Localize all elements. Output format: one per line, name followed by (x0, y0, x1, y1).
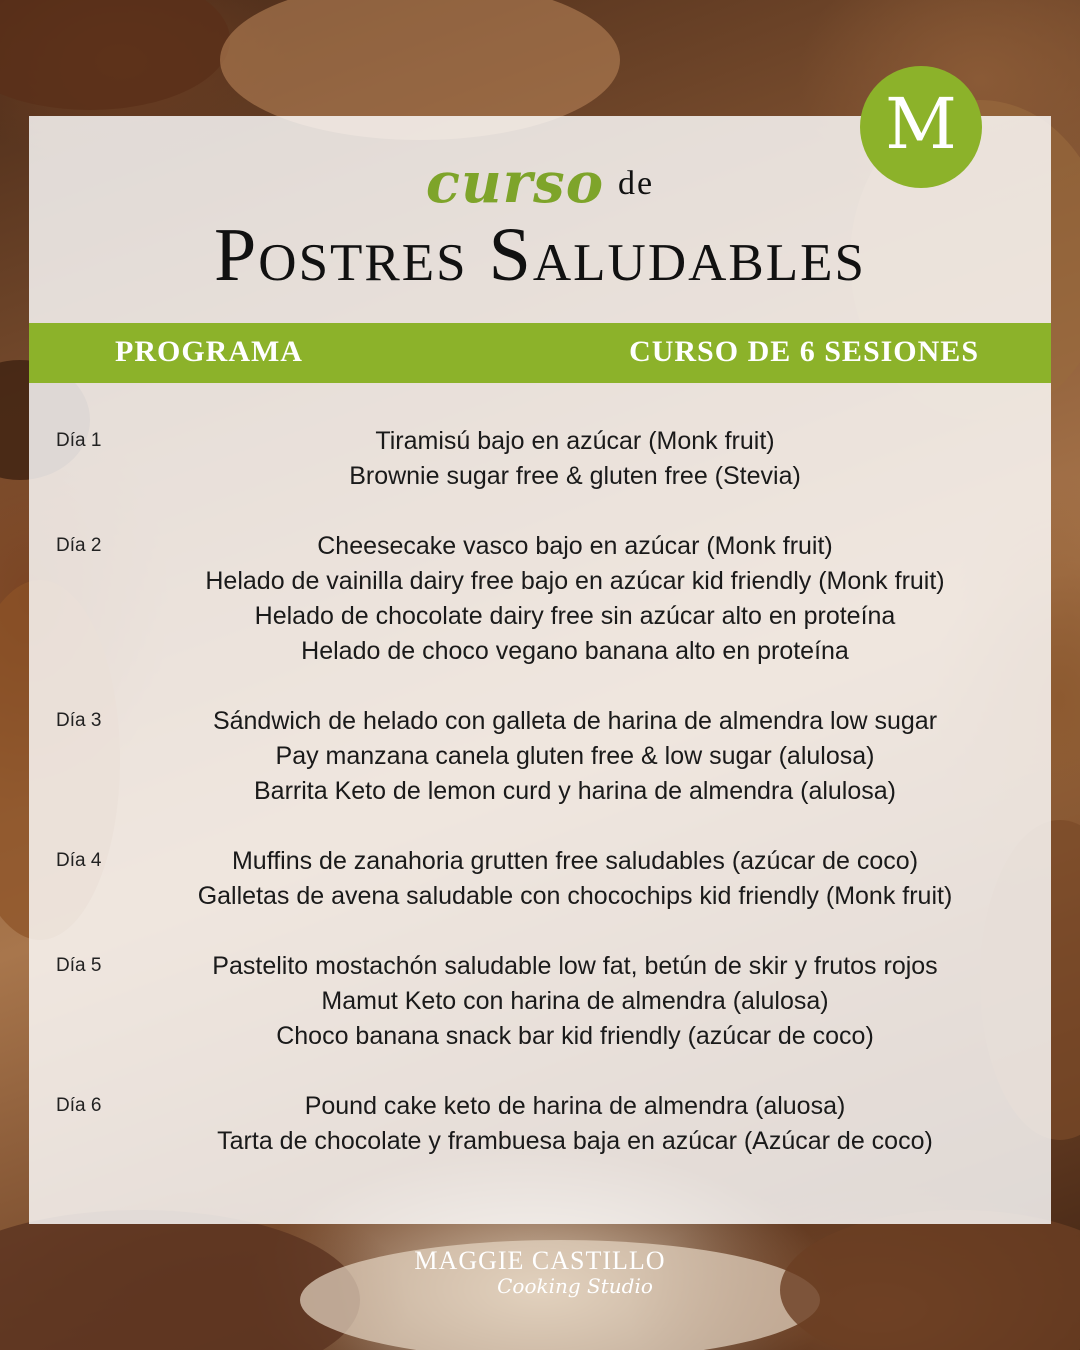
title-line-1 (0, 150, 1080, 216)
recipe-item: Barrita Keto de lemon curd y harina de almendra (alulosa) (253, 777, 896, 805)
recipe-item: Helado de vainilla dairy free bajo en azúcar kid friendly (Monk fruit) (205, 567, 945, 595)
page-title: Postres Saludables (214, 213, 866, 297)
recipe-item: Pay manzana canela gluten free & low sugar (alulosa) (275, 742, 875, 770)
recipe-item: Brownie sugar free & gluten free (Stevia) (349, 462, 801, 490)
recipe-item: Muffins de zanahoria grutten free saludables (azúcar de coco) (231, 847, 919, 875)
recipe-item: Tiramisú bajo en azúcar (Monk fruit) (375, 427, 775, 455)
band-sessions-label: CURSO DE 6 SESIONES (629, 335, 979, 368)
recipe-item: Cheesecake vasco bajo en azúcar (Monk fruit) (317, 532, 833, 560)
recipe-item: Helado de chocolate dairy free sin azúcar alto en proteína (254, 602, 896, 630)
day-block-4 (29, 844, 1051, 914)
day-block-3 (29, 704, 1051, 809)
day-block-6 (29, 1089, 1051, 1159)
recipe-item: Pound cake keto de harina de almendra (aluosa) (304, 1092, 846, 1120)
footer-brand (0, 1246, 1080, 1298)
footer-brand-sub: Cooking Studio (497, 1274, 653, 1298)
recipe-item: Choco banana snack bar kid friendly (azúcar de coco) (276, 1022, 874, 1050)
day-label: Día 1 (56, 430, 102, 451)
day-label: Día 3 (56, 710, 102, 731)
day-block-5 (29, 949, 1051, 1054)
title-curso: curso (425, 150, 605, 216)
recipe-item: Galletas de avena saludable con chocochips kid friendly (Monk fruit) (197, 882, 953, 910)
recipe-item: Helado de choco vegano banana alto en proteína (301, 637, 849, 665)
day-label: Día 6 (56, 1095, 102, 1116)
recipe-item: Sándwich de helado con galleta de harina de almendra low sugar (212, 707, 938, 735)
program-band (29, 323, 1051, 383)
day-label: Día 5 (56, 955, 102, 976)
schedule-list (29, 424, 1051, 1194)
day-block-2 (29, 529, 1051, 669)
band-program-label: PROGRAMA (115, 335, 303, 368)
recipe-item: Mamut Keto con harina de almendra (alulosa) (321, 987, 829, 1015)
recipe-item: Pastelito mostachón saludable low fat, betún de skir y frutos rojos (212, 952, 938, 980)
day-label: Día 2 (56, 535, 102, 556)
day-block-1 (29, 424, 1051, 494)
recipe-item: Tarta de chocolate y frambuesa baja en azúcar (Azúcar de coco) (217, 1127, 933, 1155)
footer-brand-name: MAGGIE CASTILLO (414, 1246, 666, 1275)
title-de: de (618, 165, 655, 202)
day-label: Día 4 (56, 850, 102, 871)
logo-letter: M (885, 83, 957, 165)
